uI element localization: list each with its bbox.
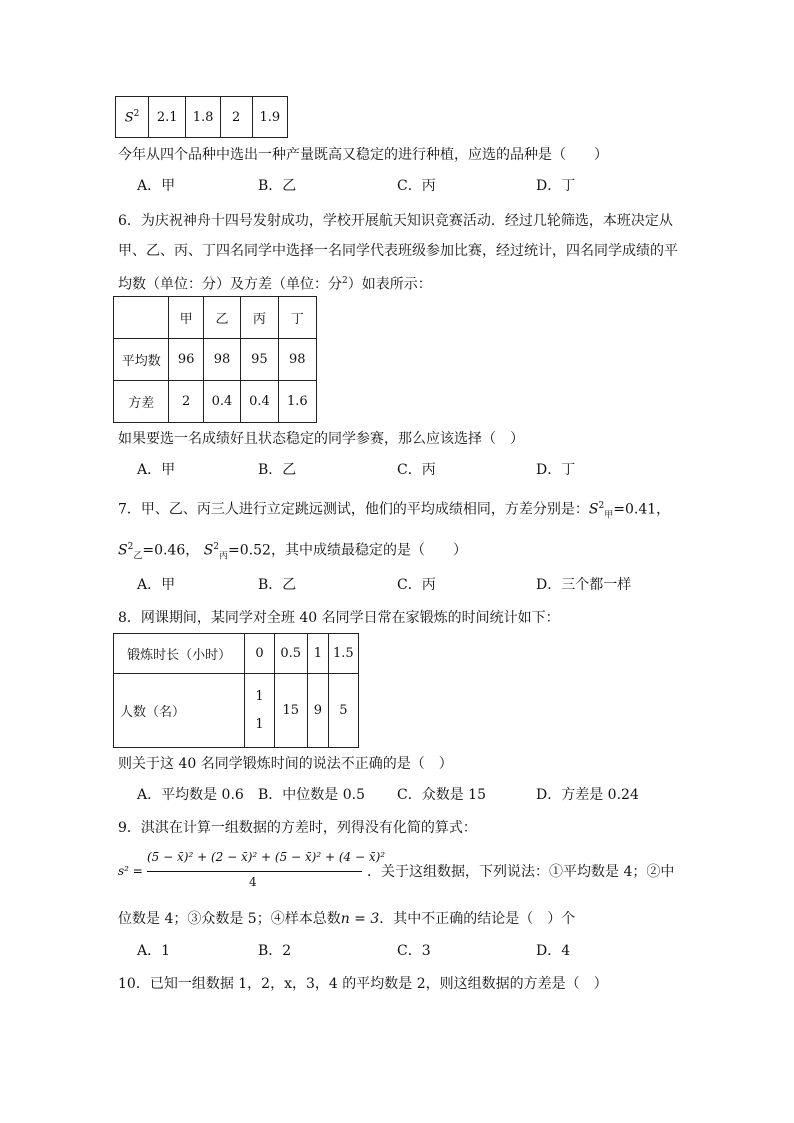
circled-3: ③ [187, 911, 202, 927]
q8-exercise-table [113, 633, 359, 748]
q8-question: 则关于这 40 名同学锻炼时间的说法不正确的是（ ） [118, 756, 453, 772]
formula-fraction-bar [147, 871, 362, 872]
q6-option-a: A．甲 [137, 462, 176, 478]
q6-line-1: 6．为庆祝神舟十四号发射成功，学校开展航天知识竞赛活动．经过几轮筛选，本班决定从 [118, 213, 673, 229]
q6-question: 如果要选一名成绩好且状态稳定的同学参赛，那么应该选择（ ） [118, 431, 524, 447]
q6-var-jia: 2 [169, 381, 203, 423]
q6-row-var-label: 方差 [114, 381, 169, 423]
q8-count-1: 9 [307, 674, 328, 748]
variance-cell-2: 1.8 [186, 97, 220, 138]
q6-var-ding: 1.6 [278, 381, 316, 423]
variance-formula [118, 850, 386, 894]
q6-line-2: 甲、乙、丙、丁四名同学中选择一名同学代表班级参加比赛，经过统计，四名同学成绩的平 [118, 243, 678, 259]
q8-option-d: D．方差是 0.24 [536, 787, 639, 803]
formula-numerator: (5 − x̄)² + (2 − x̄)² + (5 − x̄)² + (4 − x̄)² [147, 850, 386, 864]
q6-mean-jia: 96 [169, 339, 203, 381]
q8-line-1: 8．网课期间，某同学对全班 40 名同学日常在家锻炼的时间统计如下： [118, 610, 560, 626]
q5-option-d: D．丁 [536, 178, 576, 194]
q8-option-c: C．众数是 15 [397, 787, 486, 803]
q6-header-jia: 甲 [169, 297, 203, 339]
q9-line-3: 位数是 4；③众数是 5；④样本总数n = 3．其中不正确的结论是（ ）个 [118, 911, 576, 927]
q8-count-0-5: 15 [274, 674, 307, 748]
variance-cell-3: 2 [220, 97, 252, 138]
q8-duration-0-5: 0.5 [274, 634, 307, 674]
q7-line-2: $S^2_乙=0.46$， $S^2_丙=0.52$，其中成绩最稳定的是（ ） [118, 542, 467, 562]
q6-header-yi: 乙 [203, 297, 240, 339]
q7-line-1: 7．甲、乙、丙三人进行立定跳远测试，他们的平均成绩相同，方差分别是：$S^2_甲=0.41$， [118, 501, 671, 521]
q8-count-0: 1 1 [245, 674, 274, 748]
q10-line-1: 10．已知一组数据 1，2，x，3，4 的平均数是 2，则这组数据的方差是（ ） [118, 976, 608, 992]
q5-option-c: C．丙 [397, 178, 436, 194]
q9-option-c: C．3 [397, 943, 431, 959]
q6-mean-ding: 98 [278, 339, 316, 381]
q5-stem: 今年从四个品种中选出一种产量既高又稳定的进行种植，应选的品种是（ ） [118, 147, 608, 163]
q8-duration-label: 锻炼时长（小时） [114, 634, 245, 674]
q6-option-b: B．乙 [258, 462, 297, 478]
formula-lhs: s² = [118, 864, 143, 878]
q7-option-a: A．甲 [137, 577, 176, 593]
q8-duration-0: 0 [245, 634, 274, 674]
circled-4: ④ [270, 911, 285, 927]
q9-line-2-tail: ．关于这组数据，下列说法：①平均数是 4；②中 [367, 864, 675, 880]
q8-duration-1-5: 1.5 [328, 634, 358, 674]
q8-option-a: A．平均数是 0.6 [137, 787, 244, 803]
q6-option-c: C．丙 [397, 462, 436, 478]
q6-line-3: 均数（单位：分）及方差（单位：分$^2$）如表所示： [118, 276, 432, 293]
variance-cell-1: 2.1 [149, 97, 186, 138]
q6-header-ding: 丁 [278, 297, 316, 339]
q6-var-yi: 0.4 [203, 381, 240, 423]
formula-denominator: 4 [249, 875, 257, 889]
q6-header-blank [114, 297, 169, 339]
q9-line-1: 9．淇淇在计算一组数据的方差时，列得没有化简的算式： [118, 820, 477, 836]
q7-option-d: D．三个都一样 [536, 577, 632, 593]
variance-table-top [115, 96, 288, 138]
q6-mean-bing: 95 [241, 339, 278, 381]
q9-option-d: D．4 [536, 943, 571, 959]
circled-1: ① [549, 864, 563, 880]
q5-option-a: A．甲 [137, 178, 176, 194]
q8-option-b: B．中位数是 0.5 [258, 787, 366, 803]
q7-option-c: C．丙 [397, 577, 436, 593]
q8-duration-1: 1 [307, 634, 328, 674]
q6-header-bing: 丙 [241, 297, 278, 339]
q6-row-mean-label: 平均数 [114, 339, 169, 381]
variance-label-cell: $S^2$ [116, 97, 149, 138]
q8-count-label: 人数（名） [114, 674, 245, 748]
variance-cell-4: 1.9 [252, 97, 287, 138]
q5-option-b: B．乙 [258, 178, 297, 194]
q7-option-b: B．乙 [258, 577, 297, 593]
q6-var-bing: 0.4 [241, 381, 278, 423]
q8-count-1-5: 5 [328, 674, 358, 748]
q6-option-d: D．丁 [536, 462, 576, 478]
q9-option-a: A．1 [137, 943, 171, 959]
q9-option-b: B．2 [258, 943, 292, 959]
circled-2: ② [646, 864, 661, 880]
q6-mean-yi: 98 [203, 339, 240, 381]
q6-score-table [113, 296, 317, 423]
